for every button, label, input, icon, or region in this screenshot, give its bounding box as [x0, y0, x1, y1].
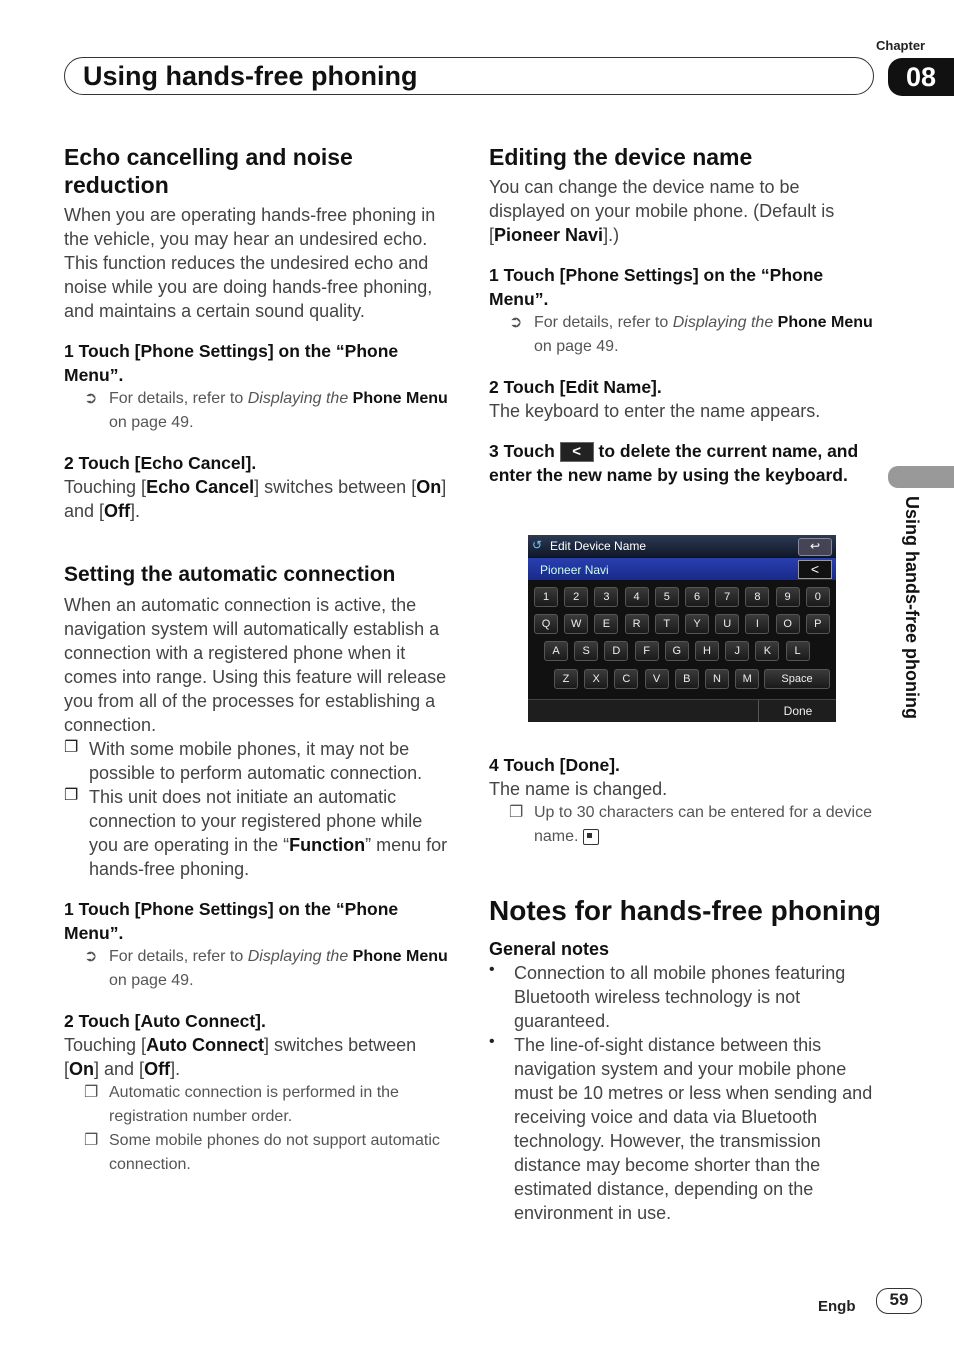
side-tab-marker: [888, 466, 954, 488]
general-notes-heading: General notes: [489, 939, 610, 959]
done-key: Done: [758, 700, 837, 722]
arrow-icon: ➲: [84, 948, 98, 965]
checkbox-bullet-icon: ❐: [84, 1132, 99, 1149]
keyboard-key: T: [655, 614, 679, 634]
backspace-key: <: [798, 560, 832, 579]
auto-body: When an automatic connection is active, the navigation system will automatically establish a connection with a registered phone when it comes into range. Using this feature will release you from all of the processes for establishing a connection.: [64, 595, 447, 735]
page-title: Using hands-free phoning: [83, 61, 418, 91]
keyboard-key: I: [745, 614, 769, 634]
chapter-number: 08: [888, 58, 954, 96]
keyboard-key: G: [665, 641, 689, 661]
bullet-icon: •: [489, 1033, 495, 1050]
auto-heading: Setting the automatic connection: [64, 563, 396, 586]
keyboard-key: P: [806, 614, 830, 634]
keyboard-key: B: [675, 669, 699, 689]
edit-step-1: 1 Touch [Phone Settings] on the “Phone Menu”.: [489, 265, 824, 309]
edit-step-2: 2 Touch [Edit Name].: [489, 377, 662, 397]
end-of-section-icon: [583, 829, 599, 845]
backspace-icon: <: [560, 442, 594, 462]
keyboard-key: V: [645, 669, 669, 689]
keyboard-key: 2: [564, 587, 588, 607]
echo-step-1: 1 Touch [Phone Settings] on the “Phone Menu”.: [64, 341, 399, 385]
keyboard-key: D: [604, 641, 628, 661]
keyboard-key: F: [635, 641, 659, 661]
auto-note-4: ❐ Some mobile phones do not support automatic connection.: [64, 1129, 452, 1177]
keyboard-key: U: [715, 614, 739, 634]
checkbox-bullet-icon: ❐: [509, 804, 524, 821]
keyboard-key: K: [755, 641, 779, 661]
auto-step-2: 2 Touch [Auto Connect].: [64, 1011, 266, 1031]
keyboard-key: 6: [685, 587, 709, 607]
edit-heading: Editing the device name: [489, 144, 753, 170]
screen-bottom-bar: [528, 699, 836, 722]
edit-note: ❐ Up to 30 characters can be entered for a device name.: [489, 801, 881, 849]
footer-language: Engb: [818, 1298, 856, 1315]
name-field-value: Pioneer Navi: [540, 563, 609, 577]
edit-step-2-body: The keyboard to enter the name appears.: [489, 401, 821, 421]
edit-step-4-body: The name is changed.: [489, 779, 668, 799]
keyboard-key: M: [735, 669, 759, 689]
checkbox-bullet-icon: ❐: [64, 787, 79, 804]
page-number: 59: [876, 1288, 922, 1314]
echo-reference: ➲ For details, refer to Displaying the Phone Menu on page 49.: [64, 387, 452, 435]
keyboard-key: E: [594, 614, 618, 634]
right-column: [489, 143, 877, 487]
keyboard-key: 5: [655, 587, 679, 607]
auto-note-1: ❐ With some mobile phones, it may not be possible to perform automatic connection.: [64, 739, 423, 783]
keyboard-key: O: [776, 614, 800, 634]
auto-reference: ➲ For details, refer to Displaying the Phone Menu on page 49.: [64, 945, 452, 993]
keyboard-key: J: [725, 641, 749, 661]
auto-note-2: ❐ This unit does not initiate an automatic connection to your registered phone while you are operating in the “Function” menu for hands-free phoning.: [64, 787, 448, 879]
arrow-icon: ➲: [84, 390, 98, 407]
echo-body: When you are operating hands-free phoning in the vehicle, you may hear an undesired echo. This function reduces the undesired echo and noise while you are doing hands-free phoning, and maintains a certain sound quality.: [64, 205, 436, 321]
checkbox-bullet-icon: ❐: [64, 739, 79, 756]
back-arrow-icon: ↺: [532, 538, 543, 552]
space-key: Space: [764, 669, 830, 689]
left-column: [64, 143, 452, 1177]
notes-bullet-1: • Connection to all mobile phones featuring Bluetooth wireless technology is not guaranteed.: [489, 961, 846, 1031]
keyboard-key: R: [625, 614, 649, 634]
keyboard-key: 1: [534, 587, 558, 607]
chapter-label: Chapter: [876, 38, 926, 53]
keyboard-key: N: [705, 669, 729, 689]
echo-step-2-body: Touching [Echo Cancel] switches between [On] and [Off].: [64, 477, 447, 521]
keyboard-key: A: [544, 641, 568, 661]
edit-body: You can change the device name to be displayed on your mobile phone. (Default is [Pioneer Navi].): [489, 177, 835, 245]
echo-heading: Echo cancelling and noise reduction: [64, 144, 353, 198]
page-title-bar: [64, 57, 874, 95]
keyboard-key: 9: [776, 587, 800, 607]
bullet-icon: •: [489, 961, 495, 978]
checkbox-bullet-icon: ❐: [84, 1084, 99, 1101]
screen-title: Edit Device Name: [550, 539, 647, 553]
edit-step-3: 3 Touch < to delete the current name, and enter the new name by using the keyboard.: [489, 441, 859, 485]
notes-bullet-2: • The line-of-sight distance between this navigation system and your mobile phone must be 10 metres or less when sending and receiving voice and data via Bluetooth technology. However, the transmission distance may become shorter than the estimated distance, depending on the environment in use.: [489, 1033, 873, 1223]
arrow-icon: ➲: [509, 314, 523, 331]
auto-step-2-body: Touching [Auto Connect] switches between [On] and [Off].: [64, 1035, 417, 1079]
right-column-lower: [489, 753, 881, 1225]
keyboard-key: 3: [594, 587, 618, 607]
edit-device-name-screenshot: [528, 535, 836, 721]
keyboard-key: 0: [806, 587, 830, 607]
return-icon: ↩: [798, 538, 832, 556]
keyboard-key: Z: [554, 669, 578, 689]
side-tab-label: Using hands-free phoning: [902, 496, 922, 719]
keyboard-key: 4: [625, 587, 649, 607]
screen-title-bar: [528, 535, 836, 557]
keyboard-key: C: [614, 669, 638, 689]
notes-heading: Notes for hands-free phoning: [489, 895, 881, 926]
echo-step-2: 2 Touch [Echo Cancel].: [64, 453, 257, 473]
edit-step-4: 4 Touch [Done].: [489, 755, 620, 775]
keyboard-key: W: [564, 614, 588, 634]
keyboard-key: L: [786, 641, 810, 661]
keyboard-key: X: [584, 669, 608, 689]
keyboard-key: 8: [745, 587, 769, 607]
keyboard-key: 7: [715, 587, 739, 607]
edit-reference: ➲ For details, refer to Displaying the Phone Menu on page 49.: [489, 311, 877, 359]
keyboard-key: S: [574, 641, 598, 661]
auto-note-3: ❐ Automatic connection is performed in the registration number order.: [64, 1081, 452, 1129]
keyboard-key: Q: [534, 614, 558, 634]
name-field: [528, 558, 836, 580]
keyboard-key: Y: [685, 614, 709, 634]
keyboard-key: H: [695, 641, 719, 661]
auto-step-1: 1 Touch [Phone Settings] on the “Phone Menu”.: [64, 899, 399, 943]
